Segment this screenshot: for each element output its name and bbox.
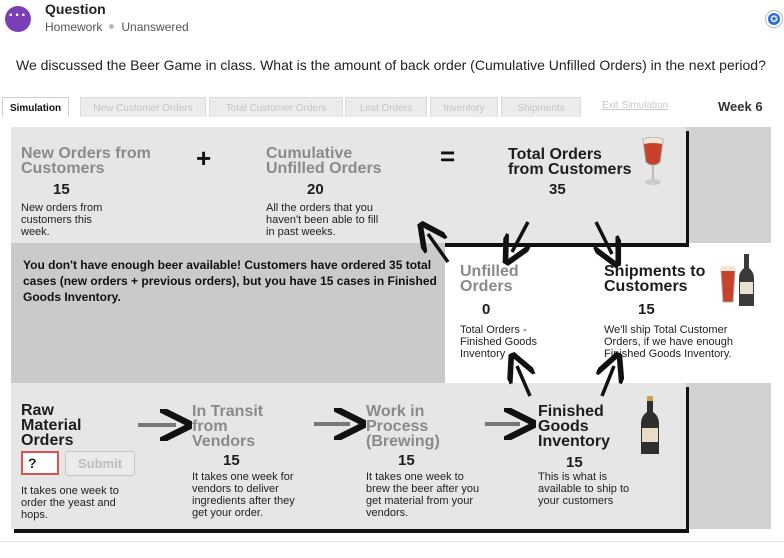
in-transit-title: In Transit from Vendors <box>192 403 264 450</box>
finished-goods-title: Finished Goods Inventory <box>538 403 611 450</box>
unfilled-title: Unfilled Orders <box>460 263 519 295</box>
exit-simulation-link[interactable]: Exit Simulation <box>602 100 669 111</box>
raw-material-title: Raw Material Orders <box>21 402 82 449</box>
arrow-to-shipments <box>596 222 612 254</box>
shipments-value: 15 <box>638 301 655 318</box>
tab-simulation[interactable]: Simulation <box>2 97 69 117</box>
plus-sign: + <box>196 143 212 173</box>
work-in-process-desc: It takes one week to brew the beer after you get material from your vendors. <box>366 471 480 519</box>
question-title: Question <box>45 1 106 17</box>
new-orders-desc: New orders from customers this week. <box>21 202 103 238</box>
arrow-finished-to-shipments <box>602 366 614 396</box>
equals-sign: = <box>440 141 456 171</box>
shipments-desc: We'll ship Total Customer Orders, if we have enough Finished Goods Inventory. <box>604 324 734 360</box>
week-indicator: Week 6 <box>718 99 763 114</box>
tab-total-customer-orders[interactable]: Total Customer Orders <box>209 97 343 117</box>
arrow-to-cumulative <box>428 234 448 262</box>
raw-material-order-input[interactable]: ? <box>21 451 59 475</box>
new-orders-value: 15 <box>53 181 70 198</box>
divider <box>0 541 784 542</box>
work-in-process-value: 15 <box>398 452 415 469</box>
shipments-title: Shipments to Customers <box>604 263 706 295</box>
arrow-finished-to-unfilled <box>517 366 530 396</box>
question-text: We discussed the Beer Game in class. What is the amount of back order (Cumulative Unfilled Orders) in the next period? <box>16 57 766 73</box>
in-transit-value: 15 <box>223 452 240 469</box>
status-label: Unanswered <box>121 20 189 34</box>
question-avatar-icon: ··· <box>5 6 31 32</box>
cumulative-desc: All the orders that you haven't been able to fill in past weeks. <box>266 202 379 238</box>
total-orders-value: 35 <box>549 181 566 198</box>
unfilled-value: 0 <box>482 301 491 318</box>
cumulative-title: Cumulative Unfilled Orders <box>266 145 382 177</box>
unfilled-desc: Total Orders - Finished Goods Inventory <box>460 324 538 360</box>
cumulative-value: 20 <box>307 181 324 198</box>
tab-shipments[interactable]: Shipments <box>501 97 581 117</box>
finished-goods-desc: This is what is available to ship to your customers <box>538 471 630 507</box>
new-orders-title: New Orders from Customers <box>21 145 151 177</box>
raw-material-desc: It takes one week to order the yeast and hops. <box>21 485 119 521</box>
tab-new-customer-orders[interactable]: New Customer Orders <box>80 97 206 117</box>
star-badge-icon[interactable]: ✪ <box>765 10 783 28</box>
total-orders-title: Total Orders from Customers <box>508 146 632 178</box>
finished-goods-value: 15 <box>566 454 583 471</box>
in-transit-desc: It takes one week for vendors to deliver ingredients after they get your order. <box>192 471 295 519</box>
tab-lost-orders[interactable]: Lost Orders <box>345 97 427 117</box>
work-in-process-title: Work in Process (Brewing) <box>366 403 440 450</box>
tab-inventory[interactable]: Inventory <box>430 97 498 117</box>
alert-message: You don't have enough beer available! Customers have ordered 35 total cases (new orders + previous orders), but you have 15 cases in Finished Goods Inventory. <box>23 258 437 304</box>
arrow-to-unfilled <box>512 222 528 252</box>
submit-button[interactable]: Submit <box>65 451 135 476</box>
category-label: Homework <box>45 20 103 34</box>
